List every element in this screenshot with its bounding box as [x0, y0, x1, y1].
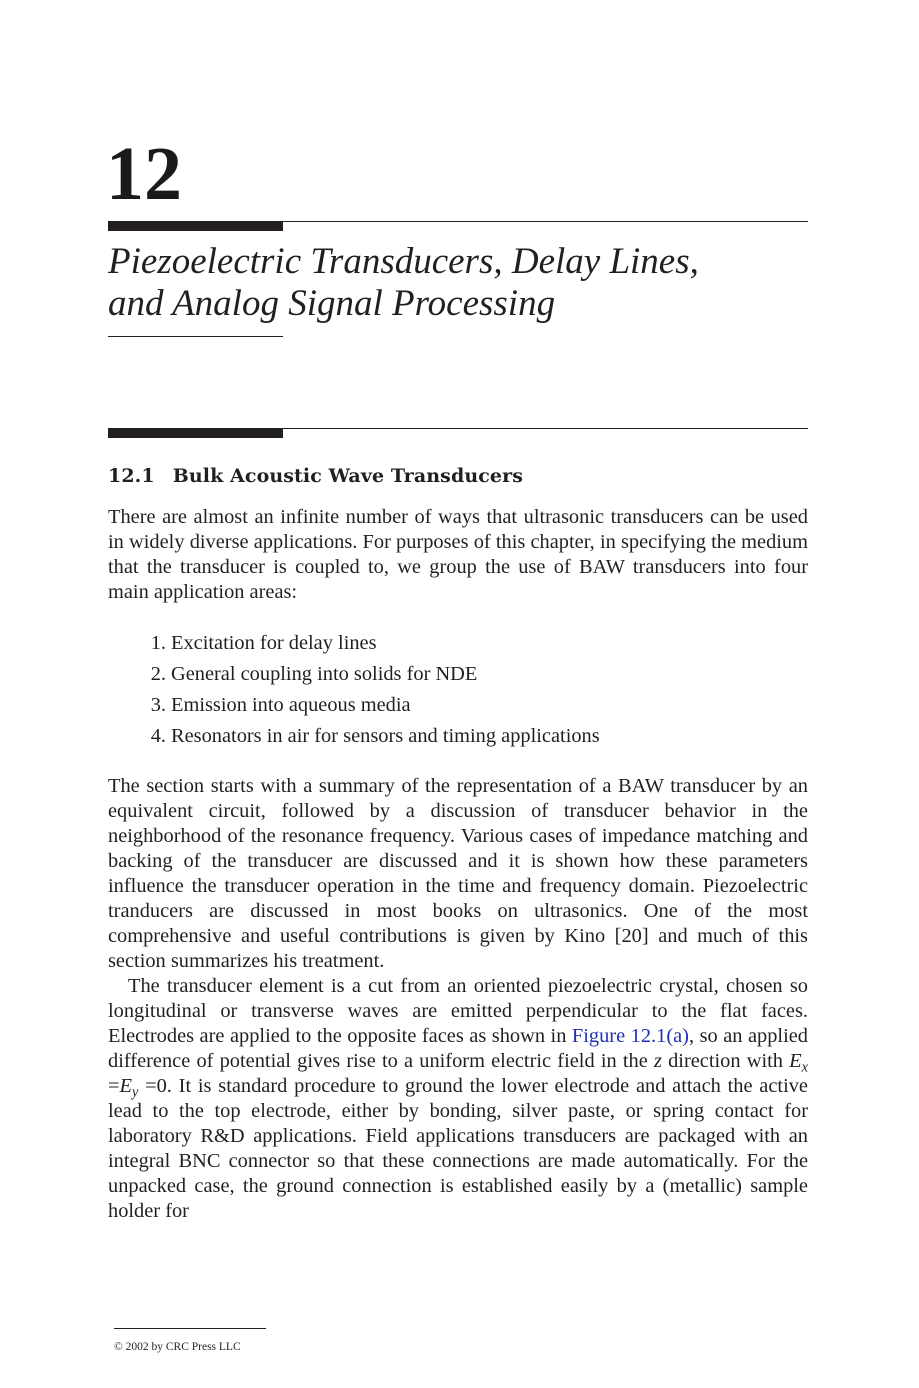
paragraph-intro: There are almost an infinite number of ways that ultrasonic transducers can be used in widely diverse applications. For purposes of this chapter, in specifying the medium that the transducer is coupled to, we group the use of BAW transducers into four main application areas:	[108, 506, 808, 603]
chapter-title-line-1: Piezoelectric Transducers, Delay Lines,	[108, 241, 699, 282]
text-run: =0. It is standard procedure to ground the lower electrode and attach the active lead to the top electrode, either by bonding, silver paste, or spring contact for laboratory R&D applications. Field applications transducers are packaged with an integral BNC connector so that these connections are made automatically. For the unpacked case, the ground connection is established easily by a (metallic) sample holder for	[108, 1075, 808, 1222]
list-item-number: 1.	[150, 632, 166, 654]
text-run: direction with	[661, 1050, 790, 1072]
chapter-number: 12	[106, 132, 182, 216]
footer-rule	[114, 1328, 266, 1329]
subscript-x: x	[801, 1059, 808, 1076]
chapter-title-line-2: and Analog Signal Processing	[108, 283, 556, 324]
application-areas-list	[108, 628, 808, 752]
list-item-text: Emission into aqueous media	[171, 694, 411, 716]
list-item	[108, 659, 808, 690]
list-item-number: 4.	[150, 725, 166, 747]
copyright-notice: © 2002 by CRC Press LLC	[114, 1341, 241, 1353]
section-heading	[108, 463, 523, 489]
list-item	[108, 628, 808, 659]
figure-12-1a-link[interactable]: Figure 12.1(a)	[571, 1025, 689, 1047]
list-item-text: Resonators in air for sensors and timing applications	[171, 725, 600, 747]
subscript-y: y	[131, 1084, 139, 1101]
text-run: =	[108, 1075, 120, 1097]
paragraph-transducer-element	[108, 974, 808, 1224]
section-number: 12.1	[108, 465, 155, 487]
list-item	[108, 721, 808, 752]
variable-e: E	[119, 1075, 132, 1097]
chapter-rule-top-thick	[108, 222, 283, 231]
list-item	[108, 690, 808, 721]
text-run: , so an applied difference of potential gives rise to a uniform electric field in the	[108, 1025, 808, 1072]
variable-e: E	[789, 1050, 802, 1072]
section-title: Bulk Acoustic Wave Transducers	[172, 465, 524, 487]
chapter-title-underline	[108, 336, 283, 337]
list-item-text: Excitation for delay lines	[171, 632, 377, 654]
list-item-number: 2.	[150, 663, 166, 685]
text-run: The transducer element is a cut from an oriented piezoelectric crystal, chosen so longitudinal or transverse waves are emitted perpendicular to the flat faces. Electrodes are applied to the opposite faces as shown in	[108, 975, 808, 1047]
chapter-title	[108, 241, 808, 325]
variable-z: z	[653, 1050, 662, 1072]
list-item-text: General coupling into solids for NDE	[171, 663, 478, 685]
list-item-number: 3.	[150, 694, 166, 716]
paragraph-section-summary: The section starts with a summary of the representation of a BAW transducer by an equivalent circuit, followed by a discussion of transducer behavior in the neighborhood of the resonance frequency. Various cases of impedance matching and backing of the transducer are discussed and it is shown how these parameters influence the transducer operation in the time and frequency domain. Piezoelectric tranducers are discussed in most books on ultrasonics. One of the most comprehensive and useful contributions is given by Kino [20] and much of this section summarizes his treatment.	[108, 775, 808, 972]
section-rule-thick	[108, 429, 283, 438]
